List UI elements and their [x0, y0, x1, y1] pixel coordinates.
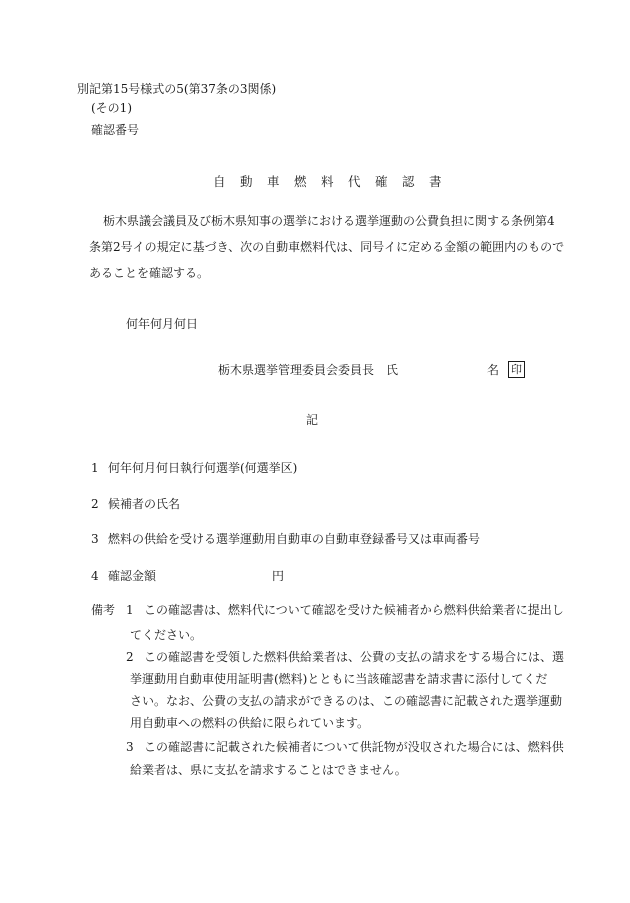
item-number: 1	[91, 461, 99, 475]
note-line: 用自動車への燃料の供給に限られています。	[130, 716, 370, 730]
note-line: 給業者は、県に支払を請求することはできません。	[130, 763, 407, 777]
note-line: この確認書は、燃料代について確認を受けた候補者から燃料供給業者に提出し	[144, 603, 564, 617]
note-number: 3	[126, 740, 134, 754]
note-line: この確認書に記載された候補者について供託物が没収された場合には、燃料供	[144, 740, 564, 754]
form-reference: 別記第15号様式の5(第37条の3関係)	[77, 82, 277, 96]
signatory-title: 栃木県選挙管理委員会委員長 氏	[218, 363, 399, 377]
item-text: 燃料の供給を受ける選挙運動用自動車の自動車登録番号又は車両番号	[108, 532, 481, 546]
amount-unit: 円	[272, 569, 285, 583]
seal-box: 印	[508, 361, 525, 378]
form-part: (その1)	[91, 101, 132, 115]
item-number: 3	[91, 532, 99, 546]
note-line: この確認書を受領した燃料供給業者は、公費の支払の請求をする場合には、選	[144, 650, 565, 664]
name-label: 名	[487, 363, 500, 377]
note-number: 1	[126, 603, 134, 617]
confirmation-number-label: 確認番号	[91, 123, 140, 137]
ki-heading: 記	[306, 413, 319, 427]
body-line-1: 栃木県議会議員及び栃木県知事の選挙における選挙運動の公費負担に関する条例第4	[103, 214, 555, 228]
item-number: 4	[91, 569, 99, 583]
note-line: 挙運動用自動車使用証明書(燃料)とともに当該確認書を請求書に添付してくだ	[130, 672, 548, 686]
note-line: てください。	[130, 628, 203, 642]
item-text: 確認金額	[108, 569, 157, 583]
document-title: 自動車燃料代確認書	[213, 174, 457, 189]
item-text: 何年何月何日執行何選挙(何選挙区)	[108, 461, 298, 475]
item-number: 2	[91, 497, 99, 511]
body-line-3: あることを確認する。	[89, 266, 210, 280]
note-line: さい。なお、公費の支払の請求ができるのは、この確認書に記載された選挙運動	[130, 694, 563, 708]
date-line: 何年何月何日	[126, 317, 199, 331]
body-line-2: 条第2号イの規定に基づき、次の自動車燃料代は、同号イに定める金額の範囲内のもので	[89, 240, 565, 254]
note-number: 2	[126, 650, 134, 664]
item-text: 候補者の氏名	[108, 497, 181, 511]
remarks-label: 備考	[91, 603, 116, 617]
